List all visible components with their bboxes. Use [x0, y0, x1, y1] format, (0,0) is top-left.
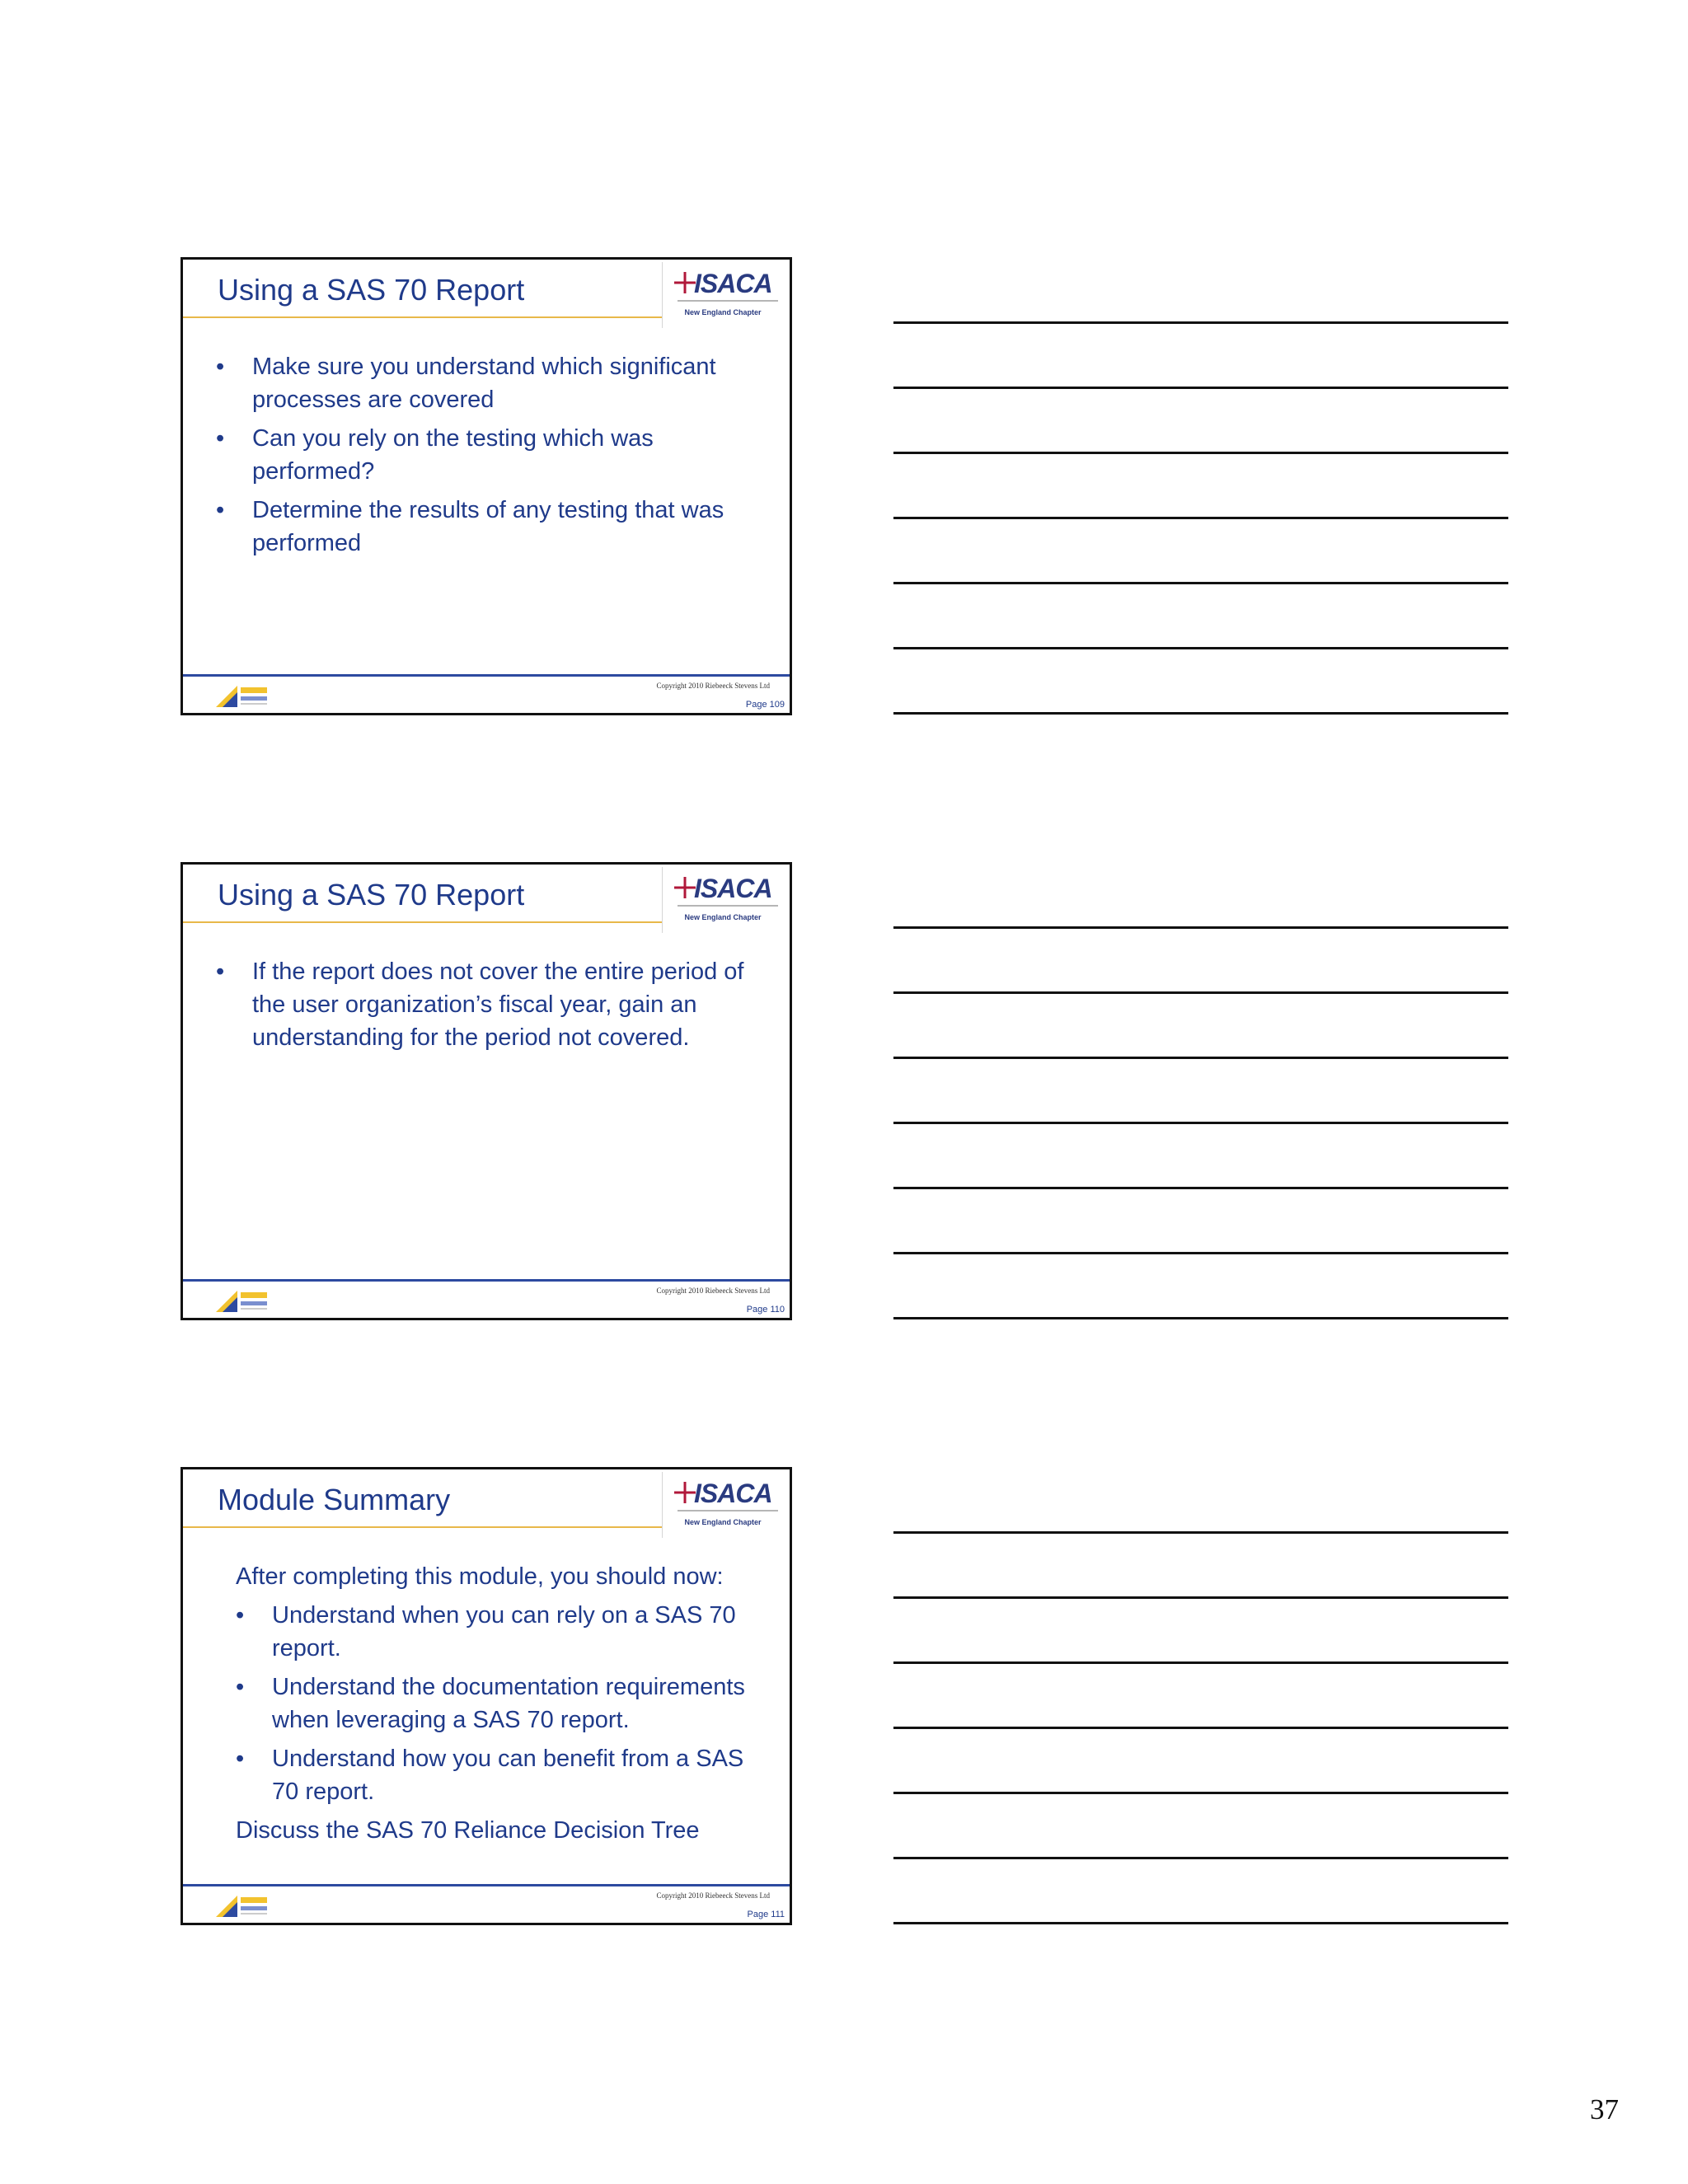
note-line	[893, 1857, 1508, 1859]
note-line	[893, 1922, 1508, 1924]
slide-109	[181, 257, 792, 715]
note-line	[893, 1792, 1508, 1794]
title-divider	[183, 921, 664, 923]
note-line	[893, 1661, 1508, 1664]
slide-title: Using a SAS 70 Report	[218, 878, 525, 912]
list-item	[216, 955, 773, 1054]
bullet: •	[236, 1602, 245, 1629]
slide-page-number: Page 109	[745, 700, 785, 710]
bullet-list	[216, 350, 773, 560]
isaca-chapter: New England Chapter	[684, 1518, 762, 1526]
list-item	[216, 494, 773, 560]
bullet: •	[216, 958, 225, 985]
isaca-tagline	[678, 300, 778, 302]
slide-111	[181, 1467, 792, 1925]
note-line	[893, 321, 1508, 324]
slide-page-number: Page 111	[747, 1910, 785, 1919]
isaca-chapter: New England Chapter	[684, 308, 762, 316]
bullet-list	[236, 1599, 773, 1808]
summary-intro: After completing this module, you should now:	[236, 1563, 724, 1590]
bullet: •	[216, 354, 225, 380]
copyright-notice: Copyright 2010 Riebeeck Stevens Ltd	[656, 682, 770, 690]
bullet-text: Understand when you can rely on a SAS 70 report.	[272, 1602, 736, 1661]
isaca-wordmark: ISACA	[694, 874, 772, 903]
title-divider	[183, 1526, 664, 1528]
list-item	[236, 1599, 773, 1665]
note-line	[893, 1187, 1508, 1189]
bullet-text: Understand the documentation requirements when leveraging a SAS 70 report.	[272, 1674, 745, 1733]
isaca-logo	[662, 262, 783, 328]
note-line	[893, 647, 1508, 649]
bullet-list	[216, 955, 773, 1054]
note-line	[893, 1317, 1508, 1319]
bullet: •	[236, 1674, 245, 1700]
note-line	[893, 517, 1508, 519]
slide-body	[216, 955, 773, 1060]
summary-closing: Discuss the SAS 70 Reliance Decision Tree	[236, 1817, 700, 1844]
document-page-number: 37	[1590, 2093, 1619, 2125]
list-item	[216, 350, 773, 416]
note-line	[893, 1531, 1508, 1534]
slide-body	[216, 350, 773, 565]
note-line	[893, 926, 1508, 929]
bullet-text: Make sure you understand which significant processes are covered	[252, 354, 716, 413]
list-item	[236, 1671, 773, 1736]
list-item	[216, 422, 773, 488]
note-line	[893, 1727, 1508, 1729]
isaca-logo	[662, 867, 783, 933]
riebeeck-stevens-logo-icon	[216, 1290, 269, 1313]
slide-title: Module Summary	[218, 1483, 451, 1516]
note-line	[893, 991, 1508, 994]
isaca-logo	[662, 1472, 783, 1538]
bullet-text: Determine the results of any testing that was performed	[252, 497, 724, 556]
note-line	[893, 1596, 1508, 1599]
note-line	[893, 1122, 1508, 1124]
slide-body	[236, 1560, 773, 1853]
note-line	[893, 452, 1508, 454]
bullet: •	[236, 1746, 245, 1772]
bullet-text: Can you rely on the testing which was performed?	[252, 425, 654, 485]
bullet: •	[216, 497, 225, 523]
note-line	[893, 387, 1508, 389]
footer-divider	[183, 1884, 790, 1886]
slide-110	[181, 862, 792, 1320]
bullet-text: Understand how you can benefit from a SAS 70 report.	[272, 1746, 744, 1805]
copyright-notice: Copyright 2010 Riebeeck Stevens Ltd	[656, 1286, 770, 1295]
footer-divider	[183, 674, 790, 677]
riebeeck-stevens-logo-icon	[216, 1895, 269, 1918]
copyright-notice: Copyright 2010 Riebeeck Stevens Ltd	[656, 1891, 770, 1900]
isaca-wordmark: ISACA	[694, 1479, 772, 1508]
footer-divider	[183, 1279, 790, 1282]
isaca-tagline	[678, 1510, 778, 1511]
riebeeck-stevens-logo-icon	[216, 685, 269, 708]
note-line	[893, 1057, 1508, 1059]
isaca-chapter: New England Chapter	[684, 913, 762, 921]
bullet-text: If the report does not cover the entire period of the user organization’s fiscal year, gain an understanding for the period not covered.	[252, 958, 744, 1051]
slide-page-number: Page 110	[746, 1305, 785, 1315]
slide-title: Using a SAS 70 Report	[218, 273, 525, 307]
list-item	[236, 1742, 773, 1808]
note-line	[893, 1252, 1508, 1254]
isaca-tagline	[678, 905, 778, 907]
title-divider	[183, 316, 664, 318]
isaca-wordmark: ISACA	[694, 269, 772, 298]
note-line	[893, 582, 1508, 584]
note-line	[893, 712, 1508, 715]
bullet: •	[216, 425, 225, 452]
